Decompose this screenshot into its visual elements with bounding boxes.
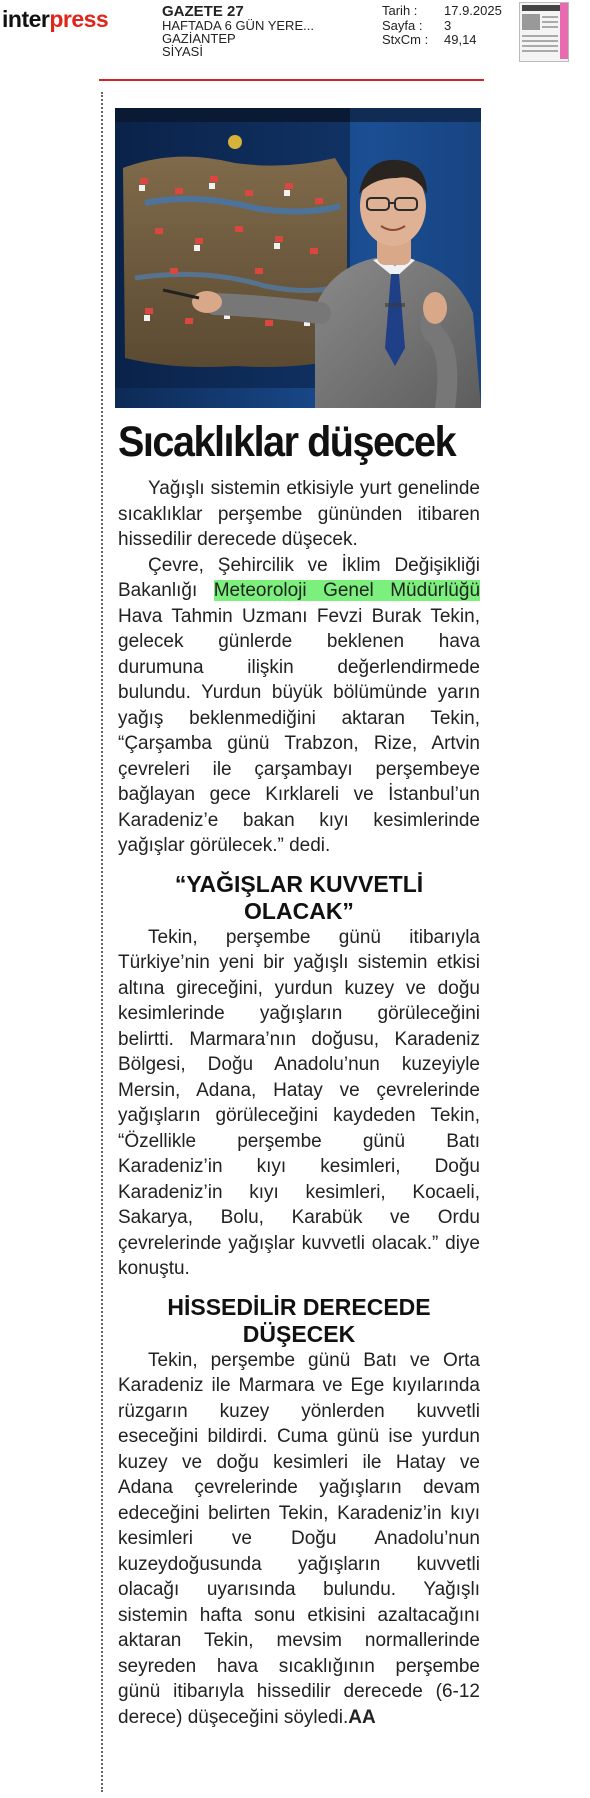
date-value: 17.9.2025 xyxy=(444,3,502,18)
publication-name: GAZETE 27 xyxy=(162,3,244,20)
article-photo xyxy=(115,108,481,408)
paragraph-2-end: Hava Tahmin Uzmanı Fevzi Burak Tekin, gelecek günlerde beklenen hava durumuna ilişkin değerlendirmede bulundu. Yurdun büyük bölümünde yarın yağış beklenmediğini aktaran Tekin, “Çarşamba günü Trabzon, Rize, Artvin çevreleri ile çarşambayı perşembeye bağlayan gece Kırklareli ve İstanbul’un Karadeniz’e bakan kıyı kesimlerinde yağışlar görülecek.” dedi. xyxy=(118,605,480,856)
paragraph-2-start: Çevre, Şehircilik ve İklim Değişikliği Bakanlığı xyxy=(118,554,480,601)
paragraph-3: Tekin, perşembe günü itibarıyla Türkiye’nin yeni bir yağışlı sistemin etkisi altına gireceğini, yurdun kuzey ve doğu kesimlerinde yağışların görüleceğini belirtti. Marmara’nın doğusu, Karadeniz Bölgesi, Doğu Anadolu’nun kuzeyiyle Mersin, Adana, Hatay ve çevrelerinde yağışların görüleceğini kaydeden Tekin, “Özellikle perşembe günü Batı Karadeniz’in kıyı kesimleri, Doğu Karadeniz’in kıyı kesimleri, Kocaeli, Sakarya, Bolu, Karabük ve Ordu çevrelerinde yağışlar kuvvetli olacak.” diye konuştu. xyxy=(118,926,480,1279)
page-label: Sayfa : xyxy=(382,17,423,33)
highlighted-institution: Meteoroloji Genel Müdürlüğü xyxy=(213,580,481,601)
article-body xyxy=(118,476,480,1730)
article-headline: Sıcaklıklar düşecek xyxy=(118,418,456,466)
area-value: 49,14 xyxy=(444,32,477,47)
paragraph-2 xyxy=(118,553,480,859)
subheading-2: HİSSEDİLİR DERECEDE DÜŞECEK xyxy=(167,1293,431,1347)
clipping-meta xyxy=(382,4,502,48)
publication-city: GAZİANTEP xyxy=(162,31,236,46)
date-label: Tarih : xyxy=(382,3,418,18)
meteorologist-map-photo xyxy=(115,108,481,408)
page-thumbnail[interactable] xyxy=(519,2,569,62)
logo-text-1: inter xyxy=(2,6,50,32)
publication-section: SİYASİ xyxy=(162,44,203,59)
agency-signature: AA xyxy=(348,1706,376,1728)
publication-frequency: HAFTADA 6 GÜN YERE... xyxy=(162,18,314,33)
logo-text-2: press xyxy=(49,6,109,32)
paragraph-1: Yağışlı sistemin etkisiyle yurt genelinde sıcaklıklar perşembe gününden itibaren hissedilir derecede düşecek. xyxy=(118,478,480,550)
subheading-1: “YAĞIŞLAR KUVVETLİ OLACAK” xyxy=(174,870,424,924)
header-divider xyxy=(99,79,484,81)
paragraph-4 xyxy=(118,1348,480,1731)
paragraph-4-text: Tekin, perşembe günü Batı ve Orta Karadeniz ile Marmara ve Ege kıyılarında rüzgarın kuzey yönlerden kuvvetli eseceğini bildirdi. Cuma günü ise yurdun kuzey ve doğu kesimleri ile Hatay ve Adana çevrelerinde yağışların devam edeceğini belirten Tekin, Karadeniz’in kıyı kesimleri ve Doğu Anadolu’nun kuzeydoğusunda yağışların kuvvetli olacağı uyarısında bulundu. Yağışlı sistemin hafta sonu etkisini azaltacağını aktaran Tekin, mevsim normallerinde seyreden hava sıcaklığının perşembe günü itibarıyla hissedilir derecede (6-12 derece) düşeceğini söyledi. xyxy=(118,1349,480,1728)
page-value: 3 xyxy=(444,17,452,33)
area-label: StxCm : xyxy=(382,32,429,47)
interpress-logo xyxy=(2,6,108,33)
column-dotted-border xyxy=(101,92,103,1792)
publication-info xyxy=(162,4,314,58)
